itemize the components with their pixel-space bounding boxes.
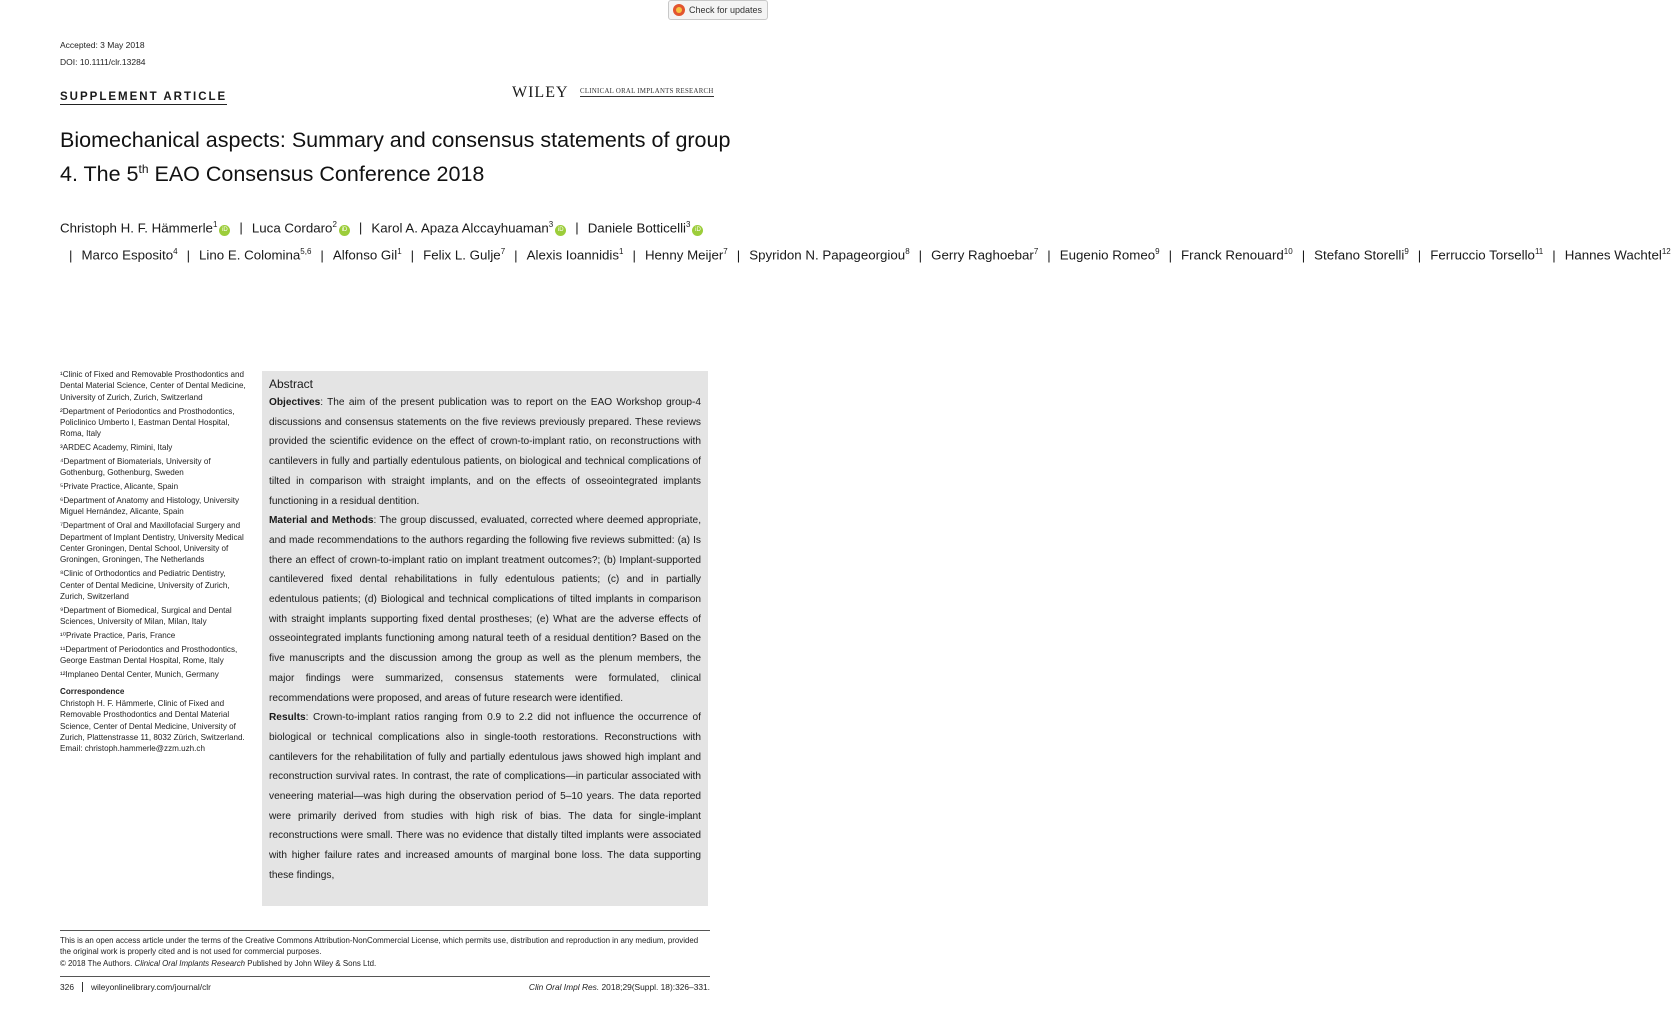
author-separator: | <box>358 220 363 236</box>
affiliation: ⁴Department of Biomaterials, University of Gothenburg, Gothenburg, Sweden <box>60 457 211 478</box>
author-name: Stefano Storelli <box>1314 247 1405 263</box>
author-separator: | <box>1417 247 1422 263</box>
author-separator: | <box>239 220 243 236</box>
author-name: Karol A. Apaza Alccayhuaman <box>371 220 549 236</box>
affiliation: ⁸Clinic of Orthodontics and Pediatric Dentistry, Center of Dental Medicine, University of Zurich, Zurich, Switzerland <box>60 569 230 602</box>
author-affiliation-mark: 9 <box>1404 247 1409 257</box>
correspondence-text: Christoph H. F. Hämmerle, Clinic of Fixed and Removable Prosthodontics and Dental Material Science, Center of Dental Medicine, University of Zurich, Plattenstrasse 11, 8032 Zürich, Switzerland. <box>60 698 245 743</box>
affiliation: ²Department of Periodontics and Prosthodontics, Policlinico Umberto I, Eastman Dental Hospital, Roma, Italy <box>60 406 235 439</box>
author-name: Hannes Wachtel <box>1564 247 1662 263</box>
author-separator: | <box>1301 247 1306 263</box>
doi: DOI: 10.1111/clr.13284 <box>60 57 146 67</box>
license-text: This is an open access article under the terms of the Creative Commons Attribution-NonCommercial License, which permits use, distribution and reproduction in any medium, provided the original work is properly cited and is not used for commercial purposes. <box>60 936 699 957</box>
author-separator: | <box>1168 247 1173 263</box>
affiliation: ⁹Department of Biomedical, Surgical and Dental Sciences, University of Milan, Milan, Italy <box>60 605 232 627</box>
page-footer <box>60 976 710 992</box>
author-affiliation-mark: 12 <box>1661 247 1671 257</box>
author-name: Gerry Raghoebar <box>931 247 1034 263</box>
author-affiliation-mark: 11 <box>1534 247 1544 257</box>
affiliation: ¹⁰Private Practice, Paris, France <box>60 631 176 641</box>
author-affiliation-mark: 7 <box>500 247 506 257</box>
affiliation: ⁵Private Practice, Alicante, Spain <box>60 482 179 492</box>
author-affiliation-mark: 1 <box>397 247 402 257</box>
author-affiliation-mark: 7 <box>723 247 728 257</box>
citation: Clin Oral Impl Res. 2018;29(Suppl. 18):326–331. <box>528 982 710 992</box>
journal-name: CLINICAL ORAL IMPLANTS RESEARCH <box>580 88 714 95</box>
author-separator: | <box>1552 247 1556 263</box>
author-name: Alfonso Gil <box>332 247 398 263</box>
orcid-icon[interactable]: iD <box>692 225 703 236</box>
author-name: Marco Esposito <box>81 247 174 263</box>
page-number: 326 <box>60 982 83 992</box>
abstract-box <box>262 371 708 906</box>
author-separator: | <box>186 247 191 263</box>
author-name: Lino E. Colomina <box>199 247 301 263</box>
license-notice <box>60 930 710 969</box>
check-for-updates-label: Check for updates <box>689 5 763 15</box>
author-separator: | <box>736 247 741 263</box>
author-name: Franck Renouard <box>1181 247 1284 263</box>
author-affiliation-mark: 3 <box>548 220 554 229</box>
author-name: Eugenio Romeo <box>1059 247 1156 263</box>
author-name: Spyridon N. Papageorgiou <box>749 247 906 263</box>
author-name: Christoph H. F. Hämmerle <box>60 220 213 236</box>
author-name: Alexis Ioannidis <box>526 247 620 263</box>
crossmark-icon <box>673 4 685 16</box>
abstract-results: Results: Crown-to-implant ratios ranging from 0.9 to 2.2 did not influence the occurrence of biological or technical complications also in single-tooth restorations. Reconstructions with cantilevers for the rehabilitation of fully and partially edentulous jaws showed high implant and reconstruction survival rates. In contrast, the rate of complications—in particular associated with veneering material—was high during the observation period of 5–10 years. The data reported were primarily derived from studies with high risk of bias. The data for single-implant reconstructions were small. There was no evidence that distally tilted implants were associated with higher failure rates and increased amounts of marginal bone loss. The data supporting these findings, <box>269 712 701 881</box>
author-separator: | <box>632 247 636 263</box>
affiliations <box>60 369 250 755</box>
author-name: Felix L. Gulje <box>423 247 501 263</box>
publisher-logo: WILEY <box>512 84 569 101</box>
copyright: © 2018 The Authors. Clinical Oral Implants Research Published by John Wiley & Sons Ltd. <box>60 958 377 968</box>
author-affiliation-mark: 1 <box>619 247 624 257</box>
author-affiliation-mark: 10 <box>1283 247 1293 257</box>
author-affiliation-mark: 8 <box>905 247 910 257</box>
author-affiliation-mark: 2 <box>332 220 337 229</box>
author-affiliation-mark: 1 <box>212 220 218 229</box>
abstract-objectives: Objectives: The aim of the present publication was to report on the EAO Workshop group-4 discussions and consensus statements on the five reviews previously prepared. These reviews provided the scientific evidence on the effect of crown-to-implant ratio, on reconstructions with cantilevers in fully and partially edentulous patients, on biological and technical complications of tilted in comparison with straight implants, and on the effects of osseointegrated implants functioning in a residual dentition. <box>269 397 701 507</box>
author-name: Daniele Botticelli <box>587 220 687 236</box>
author-name: Ferruccio Torsello <box>1430 247 1535 263</box>
author-affiliation-mark: 5,6 <box>300 247 312 257</box>
author-separator: | <box>320 247 324 263</box>
author-name: Luca Cordaro <box>251 220 333 236</box>
orcid-icon[interactable]: iD <box>339 225 350 236</box>
author-separator: | <box>69 247 73 263</box>
author-separator: | <box>918 247 923 263</box>
affiliation: ¹¹Department of Periodontics and Prosthodontics, George Eastman Dental Hospital, Rome, Italy <box>60 644 238 666</box>
correspondence-heading: Correspondence <box>60 687 125 697</box>
journal-url[interactable]: wileyonlinelibrary.com/journal/clr <box>90 982 211 992</box>
article-type: SUPPLEMENT ARTICLE <box>60 91 228 103</box>
accepted-date: Accepted: 3 May 2018 <box>60 40 145 50</box>
author-affiliation-mark: 4 <box>173 247 178 257</box>
orcid-icon[interactable]: iD <box>555 225 566 236</box>
affiliation: ⁷Department of Oral and Maxillofacial Surgery and Department of Implant Dentistry, University Medical Center Groningen, Dental School, University of Groningen, Groningen, The Netherlands <box>60 521 244 565</box>
affiliation: ¹²Implaneo Dental Center, Munich, Germany <box>60 670 219 680</box>
author-name: Henny Meijer <box>644 247 724 263</box>
orcid-icon[interactable]: iD <box>219 225 230 236</box>
article-title: Biomechanical aspects: Summary and consensus statements of group 4. The 5th EAO Consensus Conference 2018 <box>60 128 731 187</box>
author-list <box>60 213 1671 268</box>
affiliation: ¹Clinic of Fixed and Removable Prosthodontics and Dental Material Science, Center of Dental Medicine, University of Zurich, Zurich, Switzerland <box>60 370 246 402</box>
author-separator: | <box>575 220 579 236</box>
correspondence-email[interactable]: Email: christoph.hammerle@zzm.uzh.ch <box>60 744 205 754</box>
author-affiliation-mark: 3 <box>686 220 691 229</box>
affiliation: ³ARDEC Academy, Rimini, Italy <box>60 443 173 453</box>
author-separator: | <box>514 247 518 263</box>
abstract-methods: Material and Methods: The group discussed, evaluated, corrected where deemed appropriate, and made recommendations to the authors regarding the following five reviews submitted: (a) Is there an effect of crown-to-implant ratio on implant treatment outcomes?; (b) Implant-supported cantilevered fixed dental rehabilitations in fully edentulous patients; (c) and in partially edentulous patients; (d) Biological and technical complications of tilted implants in comparison with straight implants supporting fixed dental prostheses; (e) What are the adverse effects of osseointegrated implants functioning among natural teeth of a residual dentition? Based on the five manuscripts and the discussion among the group as well as the plenum members, the major findings were summarized, consensus statements were formulated, clinical recommendations were proposed, and areas of future research were identified. <box>269 515 702 704</box>
author-affiliation-mark: 7 <box>1033 247 1039 257</box>
author-separator: | <box>1047 247 1051 263</box>
author-affiliation-mark: 9 <box>1155 247 1160 257</box>
check-for-updates-button[interactable] <box>668 0 768 20</box>
abstract-heading: Abstract <box>269 377 314 391</box>
author-separator: | <box>410 247 415 263</box>
affiliation: ⁶Department of Anatomy and Histology, University Miguel Hernández, Alicante, Spain <box>60 496 240 517</box>
